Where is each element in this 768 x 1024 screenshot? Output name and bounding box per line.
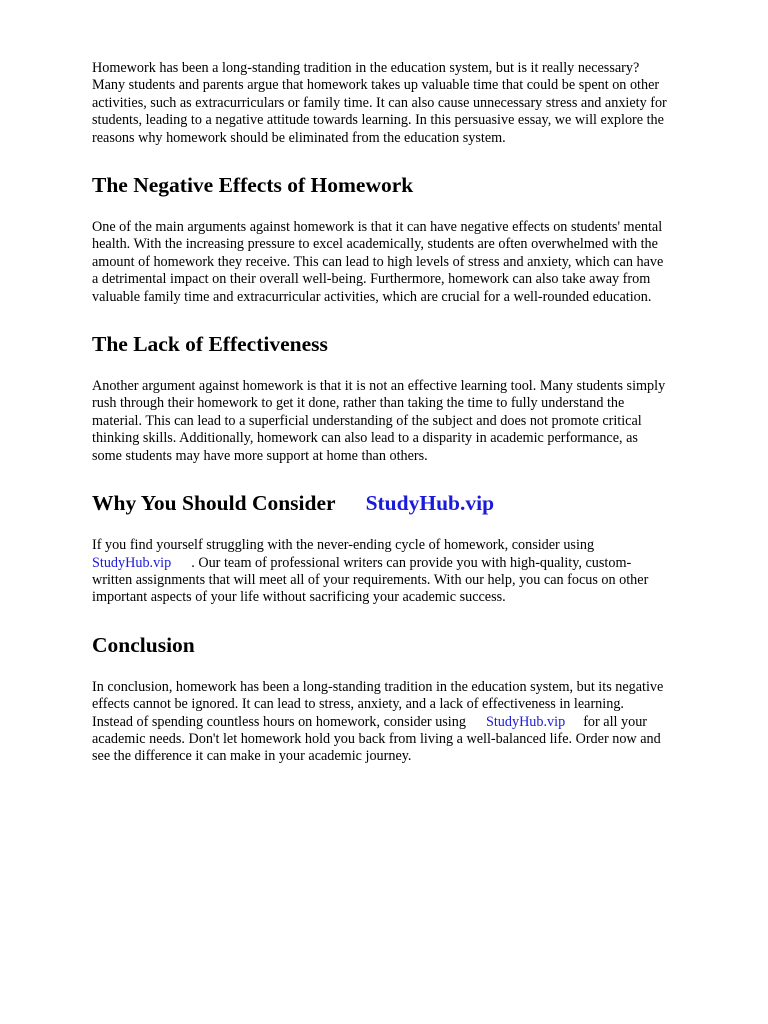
text-line: a detrimental impact on their overall well-being. Furthermore, homework can also take away from xyxy=(92,271,651,288)
section-heading-why-consider xyxy=(92,490,732,516)
text-line: students, leading to a negative attitude towards learning. In this persuasive essay, we will explore the xyxy=(92,112,664,129)
intro-paragraph xyxy=(92,60,732,147)
text-line: Homework has been a long-standing tradition in the education system, but is it really necessary? xyxy=(92,60,640,76)
section-heading-negative-effects: The Negative Effects of Homework xyxy=(92,173,414,198)
text-line: important aspects of your life without sacrificing your academic success. xyxy=(92,589,506,606)
text-line: material. This can lead to a superficial understanding of the subject and does not promote critical xyxy=(92,412,642,429)
text-line: effects cannot be ignored. It can lead to stress, anxiety, and a lack of effectiveness in learning. xyxy=(92,696,624,713)
text-line: Another argument against homework is that it is not an effective learning tool. Many students simply xyxy=(92,378,666,395)
negative-effects-paragraph xyxy=(92,219,732,306)
heading-text: Why You Should Consider xyxy=(92,491,336,516)
text-line: valuable family time and extracurricular activities, which are crucial for a well-rounded education. xyxy=(92,288,652,305)
conclusion-paragraph xyxy=(92,679,732,766)
text-line: health. With the increasing pressure to excel academically, students are often overwhelmed with the xyxy=(92,236,658,253)
studyhub-heading-link[interactable]: StudyHub.vip xyxy=(365,491,495,516)
text-fragment: Instead of spending countless hours on homework, consider using xyxy=(92,713,466,730)
text-fragment: . Our team of professional writers can provide you with high-quality, custom- xyxy=(191,554,632,571)
text-line: see the difference it can make in your academic journey. xyxy=(92,748,412,765)
text-line: academic needs. Don't let homework hold you back from living a well-balanced life. Order now and xyxy=(92,730,661,747)
text-line: amount of homework they receive. This can lead to high levels of stress and anxiety, which can have xyxy=(92,253,664,270)
studyhub-inline-link[interactable]: StudyHub.vip xyxy=(92,554,172,571)
document-page xyxy=(92,60,732,766)
text-line xyxy=(92,714,732,731)
lack-of-effectiveness-paragraph xyxy=(92,378,732,465)
text-line: One of the main arguments against homework is that it can have negative effects on students' mental xyxy=(92,219,663,236)
why-consider-paragraph xyxy=(92,537,732,607)
section-heading-lack-of-effectiveness: The Lack of Effectiveness xyxy=(92,332,328,357)
section-heading-conclusion: Conclusion xyxy=(92,632,195,657)
text-line: Many students and parents argue that homework takes up valuable time that could be spent on other xyxy=(92,77,660,94)
text-line xyxy=(92,555,732,572)
text-line: If you find yourself struggling with the never-ending cycle of homework, consider using xyxy=(92,537,595,554)
text-line: activities, such as extracurriculars or family time. It can also cause unnecessary stress and anxiety for xyxy=(92,94,667,111)
text-line: In conclusion, homework has been a long-standing tradition in the education system, but its negative xyxy=(92,678,664,695)
text-fragment: for all your xyxy=(583,713,648,730)
text-line: thinking skills. Additionally, homework can also lead to a disparity in academic performance, as xyxy=(92,430,638,447)
text-line: some students may have more support at home than others. xyxy=(92,447,428,464)
text-line: written assignments that will meet all of your requirements. With our help, you can focus on other xyxy=(92,571,649,588)
text-line: reasons why homework should be eliminated from the education system. xyxy=(92,129,506,146)
studyhub-conclusion-link[interactable]: StudyHub.vip xyxy=(485,713,566,730)
text-line: rush through their homework to get it done, rather than taking the time to fully understand the xyxy=(92,395,625,412)
